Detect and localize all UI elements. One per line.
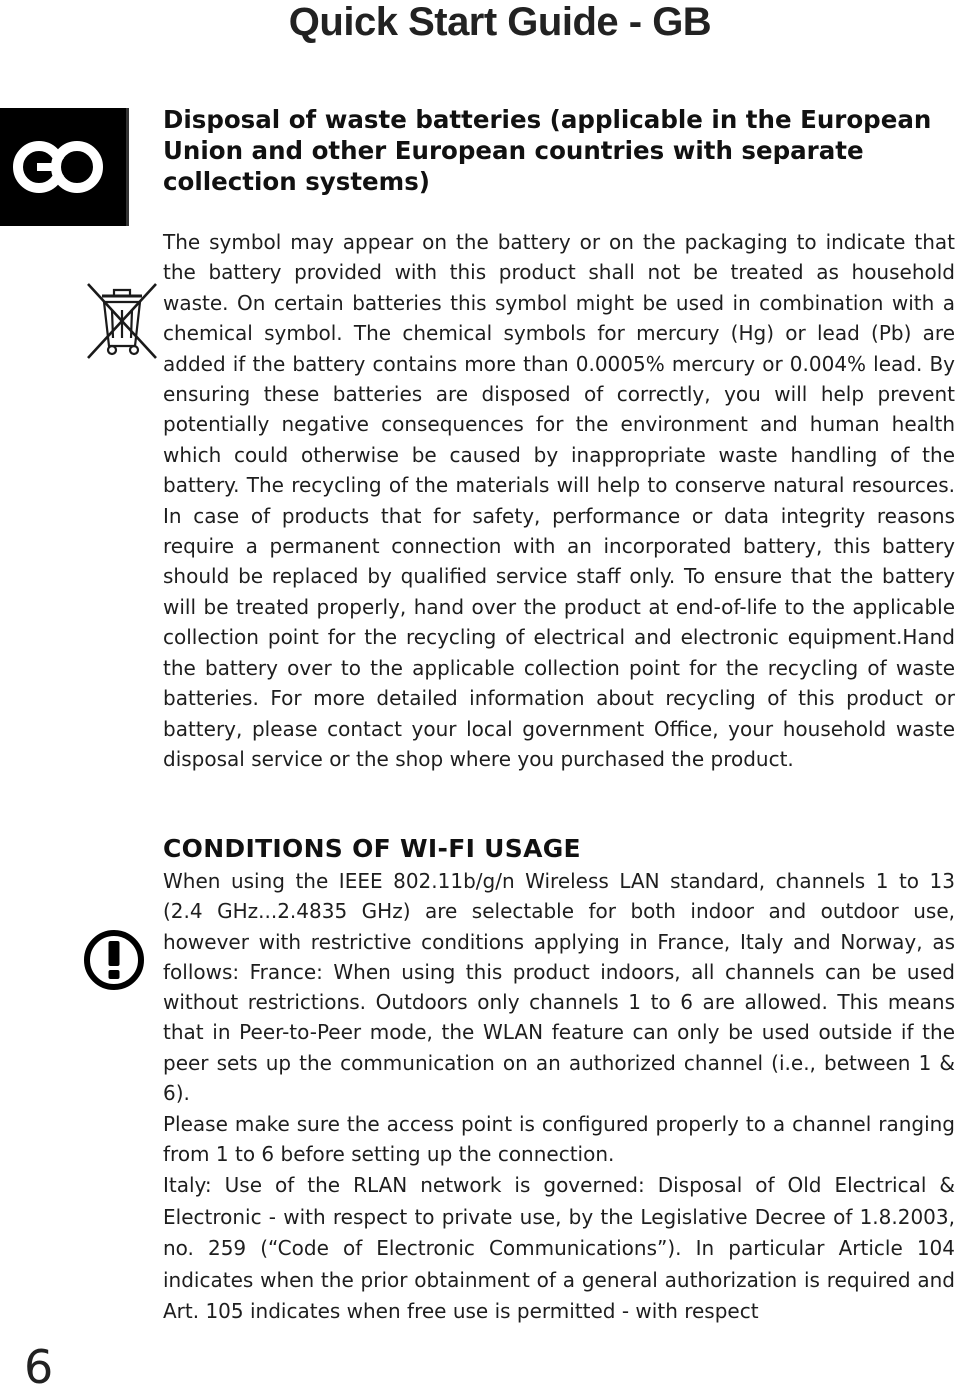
go-logo-icon <box>12 138 104 196</box>
wifi-body-paragraph-1: When using the IEEE 802.11b/g/n Wireless LAN standard, channels 1 to 13 (2.4 GHz...2.4835 GHz) are selectable for both indoor and outdoor use, however with restrictive conditions applying in France, Italy and Norway, as follows: France: When using this product indoors, all channels can be used without restrictions. Outdoors only channels 1 to 6 are allowed. This means that in Peer-to-Peer mode, the WLAN feature can only be used outside if the peer sets up the communication on an authorized channel (i.e., between 1 & 6). <box>163 869 955 1106</box>
brand-logo <box>0 108 129 226</box>
section-heading-wifi: CONDITIONS OF WI-FI USAGE <box>163 834 581 863</box>
page-number: 6 <box>24 1340 54 1394</box>
crossed-out-wheelie-bin-icon <box>86 282 158 364</box>
wifi-body-paragraph-3: Italy: Use of the RLAN network is governed: Disposal of Old Electrical & Electronic - with respect to private use, by the Legislative Decree of 1.8.2003, no. 259 (“Code of Electronic Communications”). In particular Article 104 indicates when the prior obtainment of a general authorization is required and Art. 105 indicates when free use is permitted - with respect <box>163 1173 955 1323</box>
batteries-body: The symbol may appear on the battery or on the packaging to indicate that the battery provided with this product shall not be treated as household waste. On certain batteries this symbol might be used in combination with a chemical symbol. The chemical symbols for mercury (Hg) or lead (Pb) are added if the battery contains more than 0.0005% mercury or 0.004% lead. By ensuring these batteries are disposed of correctly, you will help prevent potentially negative consequences for the environment and human health which could otherwise be caused by inappropriate waste handling of the battery. The recycling of the materials will help to conserve natural resources. In case of products that for safety, performance or data integrity reasons require a permanent connection with an incorporated battery, this battery should be replaced by qualified service staff only. To ensure that the battery will be treated properly, hand over the product at end-of-life to the applicable collection point for the recycling of electrical and electronic equipment.Hand the battery over to the applicable collection point for the recycling of waste batteries. For more detailed information about recycling of this product or battery, please contact your local government Office, your household waste disposal service or the shop where you purchased the product. <box>163 230 955 771</box>
page-title: Quick Start Guide - GB <box>288 0 712 44</box>
wifi-body-paragraph-2: Please make sure the access point is configured properly to a channel ranging from 1 to 6 before setting up the connection. <box>163 1112 955 1167</box>
exclamation-warning-icon <box>82 928 146 996</box>
section-heading-batteries: Disposal of waste batteries (applicable in the European Union and other European countries with separate collection systems) <box>163 105 932 196</box>
